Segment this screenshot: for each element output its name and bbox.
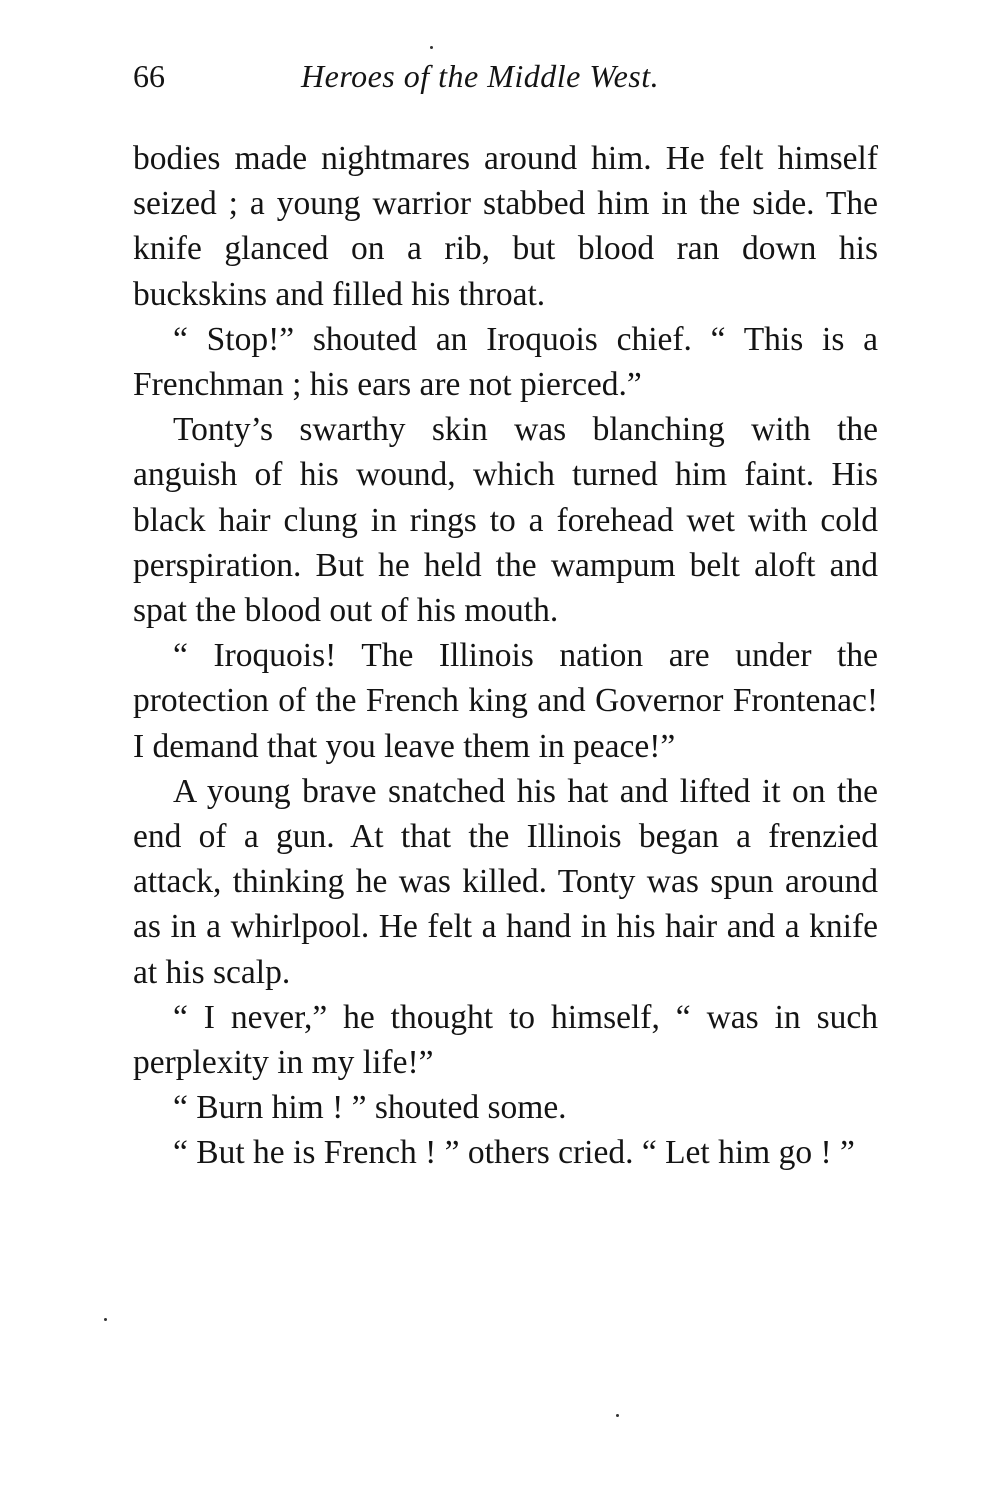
paragraph: “ I never,” he thought to himself, “ was in such perplexity in my life!” [133, 998, 878, 1082]
running-title: Heroes of the Middle West. [301, 58, 660, 94]
paragraph: “ But he is French ! ” others cried. “ Let him go ! ” [173, 1134, 855, 1172]
paragraph: Tonty’s swarthy skin was blanching with the anguish of his wound, which turned him faint. His black hair clung in rings to a forehead wet with cold perspiration. But he held the wampum belt aloft and spat the blood out of his mouth. [133, 411, 878, 630]
page-number: 66 [133, 58, 165, 94]
paragraph: “ Stop!” shouted an Iroquois chief. “ This is a Frenchman ; his ears are not pierced.” [133, 320, 878, 404]
body-text [133, 136, 878, 1176]
print-speck [616, 1414, 619, 1417]
paragraph: “ Burn him ! ” shouted some. [173, 1089, 567, 1127]
print-speck [430, 46, 433, 49]
paragraph: A young brave snatched his hat and lifted it on the end of a gun. At that the Illinois began a frenzied attack, thinking he was killed. Tonty was spun around as in a whirlpool. He felt a hand in his hair and a knife at his scalp. [133, 772, 878, 991]
running-head [133, 58, 878, 102]
paragraph: bodies made nightmares around him. He felt himself seized ; a young warrior stabbed him in the side. The knife glanced on a rib, but blood ran down his buckskins and filled his throat. [133, 140, 878, 313]
paragraph: “ Iroquois! The Illinois nation are under the protection of the French king and Governor Frontenac! I demand that you leave them in peace!” [133, 637, 878, 765]
print-speck [104, 1318, 107, 1321]
